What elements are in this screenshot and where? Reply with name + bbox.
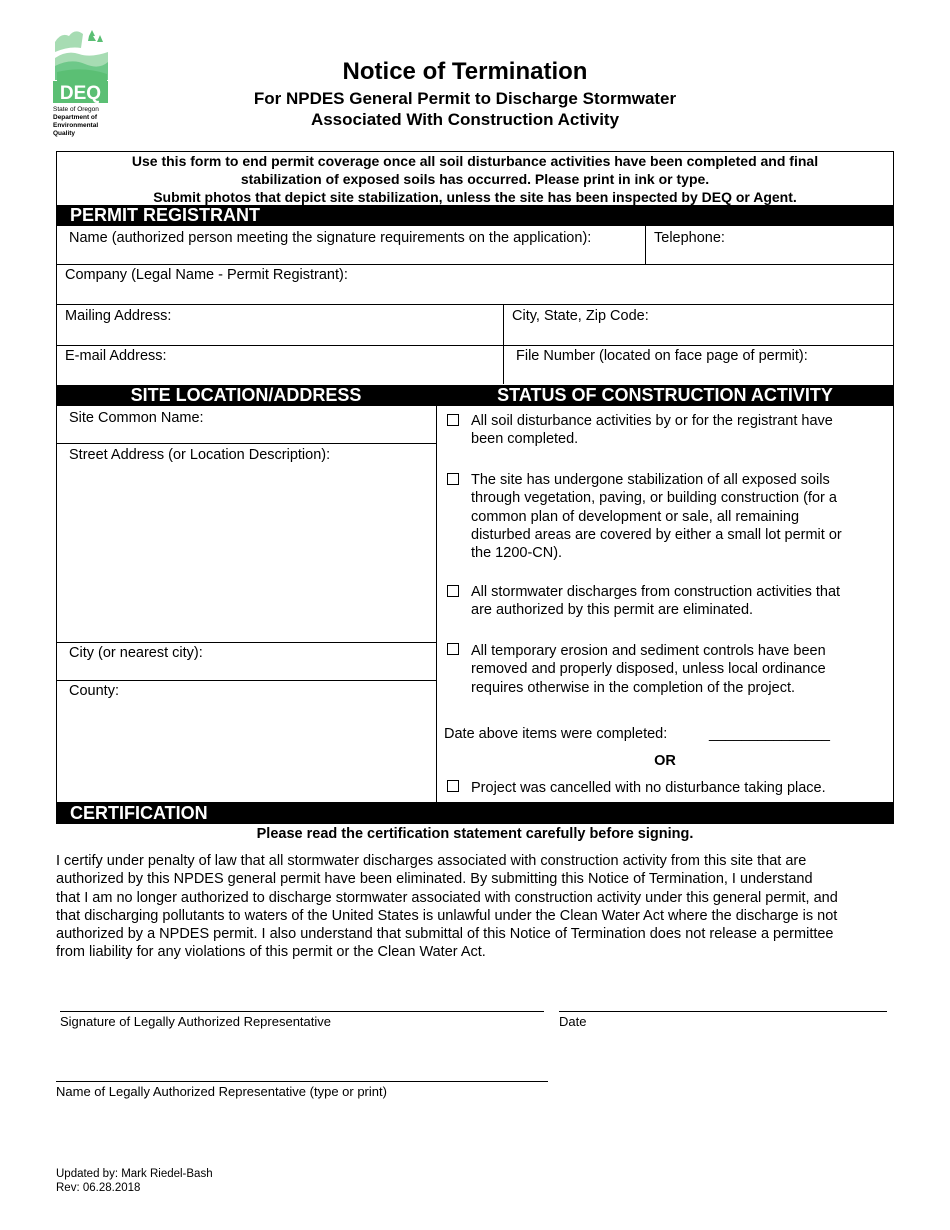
- certification-line: authorized by a NPDES permit. I also understand that submittal of this Notice of Termination does not release a permittee: [56, 926, 834, 943]
- status-item-1-line1: All soil disturbance activities by or for the registrant have: [471, 413, 833, 429]
- logo-state: State of Oregon: [53, 106, 99, 113]
- divider: [56, 642, 436, 643]
- intro-line3: Submit photos that depict site stabilization, unless the site has been inspected by DEQ or Agent.: [153, 189, 797, 205]
- status-checkbox-4[interactable]: [447, 643, 459, 655]
- registrant-mailing-field[interactable]: Mailing Address:: [65, 308, 172, 324]
- status-item-3-line2: are authorized by this permit are eliminated.: [471, 602, 754, 619]
- certification-line: from liability for any violations of this permit or the Clean Water Act.: [56, 944, 486, 961]
- intro-instructions: [57, 152, 893, 206]
- completion-date-field[interactable]: _______________: [709, 726, 830, 742]
- certification-line: authorized by this NPDES general permit have been eliminated. By submitting this Notice of Termination, I understand: [56, 871, 813, 888]
- divider: [56, 304, 894, 305]
- status-checkbox-2[interactable]: [447, 473, 459, 485]
- status-heading: STATUS OF CONSTRUCTION ACTIVITY: [497, 385, 833, 405]
- site-county-field[interactable]: County:: [69, 683, 119, 699]
- cancelled-checkbox[interactable]: [447, 780, 459, 792]
- divider: [645, 226, 646, 265]
- status-item-1-line2: been completed.: [471, 431, 579, 448]
- certification-header: [56, 803, 894, 824]
- registrant-city-field[interactable]: City, State, Zip Code:: [512, 308, 649, 324]
- registrant-company-field[interactable]: Company (Legal Name - Permit Registrant):: [65, 267, 348, 283]
- status-item-2: [471, 471, 842, 562]
- status-item-3: [471, 583, 840, 620]
- permit-registrant-heading: PERMIT REGISTRANT: [70, 205, 261, 225]
- cancelled-label: Project was cancelled with no disturbance taking place.: [471, 780, 826, 796]
- page-subtitle-line1: For NPDES General Permit to Discharge Stormwater: [253, 89, 677, 108]
- or-label: OR: [654, 753, 676, 769]
- site-location-heading: SITE LOCATION/ADDRESS: [130, 385, 362, 405]
- intro-line2: stabilization of exposed soils has occurred. Please print in ink or type.: [240, 171, 710, 187]
- status-item-2-line4: disturbed areas are covered by either a small lot permit or: [471, 526, 842, 543]
- status-item-4-line3: requires otherwise in the completion of the project.: [471, 679, 796, 696]
- divider: [436, 406, 437, 803]
- status-checkbox-1[interactable]: [447, 414, 459, 426]
- signature-date-field[interactable]: [559, 1011, 887, 1012]
- status-item-2-line1: The site has undergone stabilization of all exposed soils: [471, 472, 830, 488]
- representative-name-label: Name of Legally Authorized Representative (type or print): [56, 1084, 387, 1099]
- page-subtitle-line2: Associated With Construction Activity: [310, 110, 620, 129]
- permit-registrant-header: [56, 205, 894, 226]
- status-item-4-line1: All temporary erosion and sediment controls have been: [471, 643, 826, 659]
- logo-acronym: DEQ: [59, 83, 102, 104]
- registrant-email-field[interactable]: E-mail Address:: [65, 348, 167, 364]
- divider: [503, 304, 504, 384]
- signature-label: Signature of Legally Authorized Representative: [60, 1014, 332, 1029]
- intro-line1: Use this form to end permit coverage once all soil disturbance activities have been completed and final: [131, 153, 819, 169]
- status-item-4-line2: removed and properly disposed, unless local ordinance: [471, 661, 826, 678]
- registrant-telephone-field[interactable]: Telephone:: [654, 230, 725, 246]
- site-common-name-field[interactable]: Site Common Name:: [69, 410, 204, 426]
- footer-updated-by: Updated by: Mark Riedel-Bash: [56, 1168, 213, 1180]
- representative-name-field[interactable]: [56, 1081, 548, 1082]
- registrant-file-number-field[interactable]: File Number (located on face page of permit):: [516, 348, 808, 364]
- signature-field[interactable]: [60, 1011, 544, 1012]
- divider: [56, 680, 436, 681]
- certification-line: that discharging pollutants to waters of the United States is unlawful under the Clean Water Act where the discharge is not: [56, 907, 838, 924]
- footer-revision: Rev: 06.28.2018: [56, 1182, 141, 1194]
- status-item-1: [471, 412, 833, 449]
- page-title: Notice of Termination: [342, 58, 588, 85]
- logo-dept: Department of: [53, 114, 98, 121]
- status-checkbox-3[interactable]: [447, 585, 459, 597]
- status-item-4: [471, 642, 826, 697]
- certification-line: I certify under penalty of law that all stormwater discharges associated with construction activity from this site that are: [56, 853, 807, 869]
- status-item-2-line3: common plan of development or sale, all remaining: [471, 508, 800, 525]
- certification-statement: [56, 852, 898, 962]
- certification-instruction: Please read the certification statement carefully before signing.: [256, 826, 694, 842]
- logo-quality: Quality: [53, 130, 76, 137]
- divider: [56, 443, 436, 444]
- footer: [56, 1167, 213, 1195]
- signature-date-label: Date: [559, 1014, 587, 1029]
- completion-date-label: Date above items were completed:: [444, 726, 668, 742]
- status-item-2-line2: through vegetation, paving, or building construction (for a: [471, 490, 837, 507]
- logo-env: Environmental: [53, 122, 99, 129]
- divider: [56, 345, 894, 346]
- status-item-3-line1: All stormwater discharges from construction activities that: [471, 584, 841, 600]
- status-item-2-line5: the 1200-CN).: [471, 545, 563, 562]
- certification-heading: CERTIFICATION: [70, 803, 208, 823]
- divider: [56, 264, 894, 265]
- site-street-address-field[interactable]: Street Address (or Location Description):: [69, 447, 331, 463]
- certification-line: that I am no longer authorized to discharge stormwater associated with construction activity under this general permit, and: [56, 889, 838, 906]
- site-city-field[interactable]: City (or nearest city):: [69, 645, 203, 661]
- registrant-name-field[interactable]: Name (authorized person meeting the signature requirements on the application):: [69, 230, 592, 246]
